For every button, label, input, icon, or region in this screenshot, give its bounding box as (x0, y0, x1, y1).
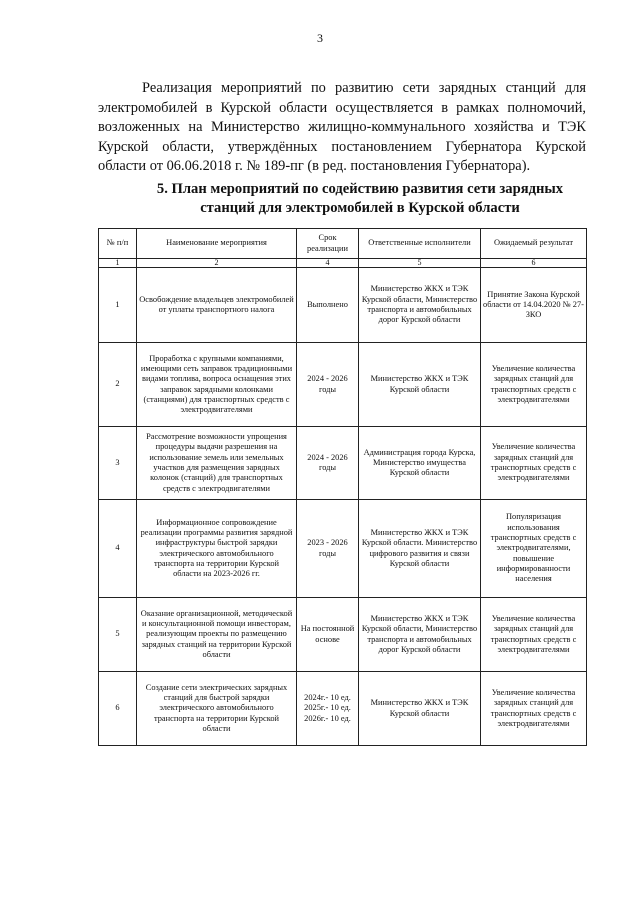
column-number: 1 (99, 259, 137, 268)
row-result: Популяризация использования транспортных средств с электродвигателями, повышение информированности населения (481, 500, 587, 598)
table-row (99, 268, 587, 343)
measures-plan-table (98, 228, 587, 746)
table-header-row (99, 229, 587, 259)
page-number: 3 (317, 31, 323, 45)
row-measure: Освобождение владельцев электромобилей от уплаты транспортного налога (137, 268, 297, 343)
row-measure: Информационное сопровождение реализации программы развития зарядной инфраструктуры быстрой зарядки электрического автомобильного транспорта на территории Курской области на 2023-2026 гг. (137, 500, 297, 598)
row-executors: Администрация города Курска, Министерство имущества Курской области (359, 427, 481, 500)
row-measure: Проработка с крупными компаниями, имеющими сеть заправок традиционными видами топлива, вопроса оснащения этих заправок зарядными колонками (станциями) для транспортных средств с электродвигателями (137, 343, 297, 427)
row-num: 3 (99, 427, 137, 500)
row-term: 2023 - 2026 годы (297, 500, 359, 598)
header-result: Ожидаемый результат (481, 229, 587, 259)
row-measure: Создание сети электрических зарядных станций для быстрой зарядки электрического автомобильного транспорта на территории Курской области (137, 672, 297, 746)
table-row (99, 343, 587, 427)
row-executors: Министерство ЖКХ и ТЭК Курской области, Министерство транспорта и автомобильных дорог Курской области (359, 268, 481, 343)
section-title: 5. План мероприятий по содействию развития сети зарядных станций для электромобилей в Курской области (156, 181, 564, 216)
row-executors: Министерство ЖКХ и ТЭК Курской области, Министерство транспорта и автомобильных дорог Курской области (359, 598, 481, 672)
table-row (99, 672, 587, 746)
row-result: Увеличение количества зарядных станций для транспортных средств с электродвигателями (481, 672, 587, 746)
column-number: 4 (297, 259, 359, 268)
row-result: Увеличение количества зарядных станций для транспортных средств с электродвигателями (481, 598, 587, 672)
row-result: Увеличение количества зарядных станций для транспортных средств с электродвигателями (481, 427, 587, 500)
row-num: 4 (99, 500, 137, 598)
row-num: 2 (99, 343, 137, 427)
row-term: Выполнено (297, 268, 359, 343)
column-number: 6 (481, 259, 587, 268)
row-num: 5 (99, 598, 137, 672)
row-executors: Министерство ЖКХ и ТЭК Курской области. Министерство цифрового развития и связи Курской области (359, 500, 481, 598)
row-num: 1 (99, 268, 137, 343)
header-num: № п/п (99, 229, 137, 259)
row-measure: Рассмотрение возможности упрощения процедуры выдачи разрешения на использование земель или земельных участков для размещения зарядных колонок (станций) для транспортных средств с электродвигателями (137, 427, 297, 500)
row-term: 2024 - 2026 годы (297, 427, 359, 500)
row-term: 2024г.- 10 ед. 2025г.- 10 ед. 2026г.- 10 ед. (297, 672, 359, 746)
header-term: Срок реализации (297, 229, 359, 259)
column-number: 5 (359, 259, 481, 268)
row-num: 6 (99, 672, 137, 746)
column-number: 2 (137, 259, 297, 268)
row-term: 2024 - 2026 годы (297, 343, 359, 427)
header-name: Наименование мероприятия (137, 229, 297, 259)
row-result: Увеличение количества зарядных станций для транспортных средств с электродвигателями (481, 343, 587, 427)
row-result: Принятие Закона Курской области от 14.04.2020 № 27-ЗКО (481, 268, 587, 343)
header-executors: Ответственные исполнители (359, 229, 481, 259)
row-term: На постоянной основе (297, 598, 359, 672)
column-number-row (99, 259, 587, 268)
table-row (99, 598, 587, 672)
row-measure: Оказание организационной, методической и консультационной помощи инвесторам, реализующим проекты по размещению зарядных станций на территории Курской области (137, 598, 297, 672)
row-executors: Министерство ЖКХ и ТЭК Курской области (359, 672, 481, 746)
intro-paragraph: Реализация мероприятий по развитию сети зарядных станций для электромобилей в Курской области осуществляется в рамках полномочий, возложенных на Министерство жилищно-коммунального хозяйства и ТЭК Курской области, утверждённых постановлением Губернатора Курской области от 06.06.2018 г. № 189-пг (в ред. постановления Губернатора). (98, 80, 586, 175)
table-row (99, 500, 587, 598)
table-row (99, 427, 587, 500)
row-executors: Министерство ЖКХ и ТЭК Курской области (359, 343, 481, 427)
